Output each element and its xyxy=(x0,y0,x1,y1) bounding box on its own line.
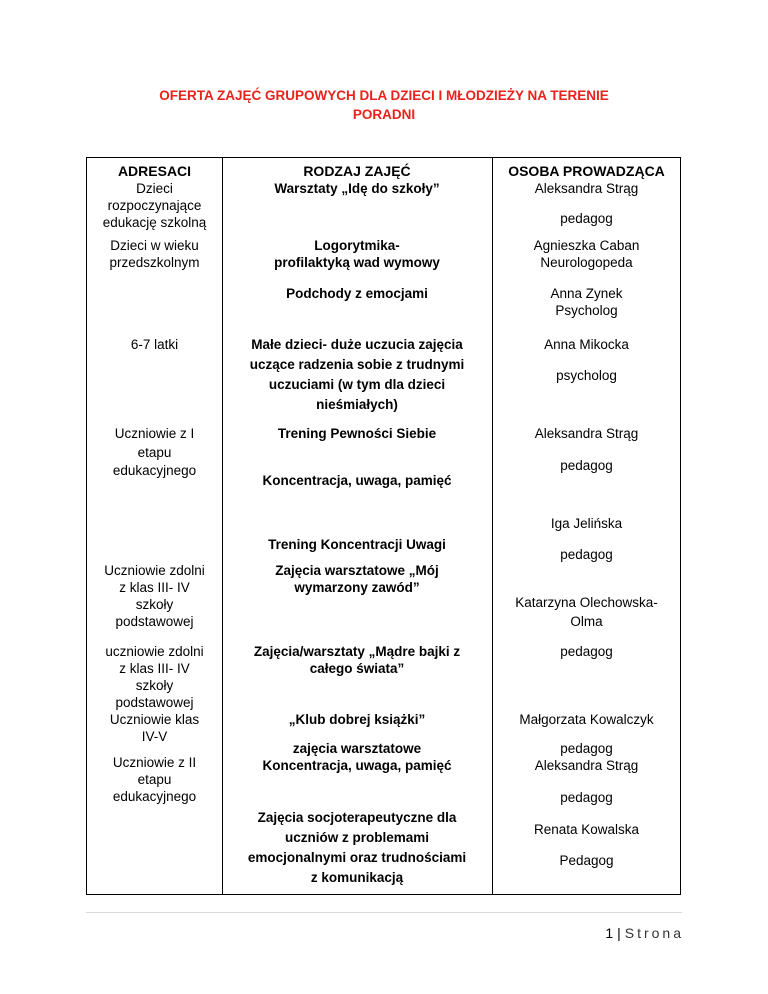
header-osoba-prowadzaca: OSOBA PROWADZĄCA xyxy=(508,163,665,179)
person-text: Psycholog xyxy=(555,303,618,318)
page-word: Strona xyxy=(624,925,684,941)
footer-rule xyxy=(86,912,682,913)
recipient-text: z klas III- IV xyxy=(119,661,190,676)
person-text: pedagog xyxy=(560,644,613,659)
person-text: Renata Kowalska xyxy=(533,822,640,837)
recipient-text: 6-7 latki xyxy=(130,337,179,352)
person-text: pedagog xyxy=(560,741,613,756)
activity-text: Koncentracja, uwaga, pamięć xyxy=(262,473,452,488)
recipient-text: szkoły xyxy=(135,678,174,693)
recipient-text: rozpoczynające xyxy=(107,198,202,213)
recipient-text: Dzieci w wieku xyxy=(110,238,199,253)
activity-text: Warsztaty „Idę do szkoły” xyxy=(274,181,440,196)
activity-text: Małe dzieci- duże uczucia zajęcia xyxy=(251,337,463,352)
recipient-text: edukacyjnego xyxy=(112,463,197,478)
person-text: Neurologopeda xyxy=(540,255,633,270)
recipient-text: Uczniowie z I xyxy=(114,426,195,441)
header-adresaci: ADRESACI xyxy=(117,163,192,179)
title-line-2: PORADNI xyxy=(352,107,416,122)
activity-text: uczące radzenia sobie z trudnymi xyxy=(249,357,465,372)
recipient-text: uczniowie zdolni xyxy=(105,644,204,659)
recipient-text: z klas III- IV xyxy=(119,580,190,595)
page-number: 1 xyxy=(605,925,614,941)
page-footer xyxy=(605,925,684,941)
activity-text: profilaktyką wad wymowy xyxy=(274,255,440,270)
activity-text: Trening Pewności Siebie xyxy=(277,426,437,441)
person-text: Aleksandra Strąg xyxy=(534,181,639,196)
activity-text: Logorytmika- xyxy=(314,238,400,253)
person-text: psycholog xyxy=(556,368,617,383)
activity-text: zajęcia warsztatowe xyxy=(292,741,422,756)
activity-text: Zajęcia socjoterapeutyczne dla xyxy=(257,810,457,825)
title-line-1: OFERTA ZAJĘĆ GRUPOWYCH DLA DZIECI I MŁODZIEŻY NA TERENIE xyxy=(159,88,609,103)
person-text: Małgorzata Kowalczyk xyxy=(519,712,654,727)
recipient-text: Dzieci xyxy=(136,181,173,196)
activity-text: Podchody z emocjami xyxy=(286,286,428,301)
person-text: Olma xyxy=(570,614,603,629)
recipient-text: podstawowej xyxy=(115,695,194,710)
person-text: pedagog xyxy=(560,211,613,226)
activity-text: Zajęcia warsztatowe „Mój xyxy=(275,563,439,578)
recipient-text: szkoły xyxy=(135,597,174,612)
recipient-text: etapu xyxy=(137,445,172,460)
activity-text: uczuciami (w tym dla dzieci xyxy=(268,377,446,392)
activity-text: całego świata” xyxy=(309,661,405,676)
activity-text: uczniów z problemami xyxy=(284,830,430,845)
recipient-text: Uczniowie z II xyxy=(112,755,197,770)
person-text: pedagog xyxy=(560,458,613,473)
recipient-text: podstawowej xyxy=(115,614,194,629)
person-text: Agnieszka Caban xyxy=(533,238,640,253)
recipient-text: IV-V xyxy=(141,729,168,744)
page-separator: | xyxy=(617,925,621,941)
activity-text: z komunikacją xyxy=(310,870,404,885)
offer-table xyxy=(86,157,681,895)
activity-text: nieśmiałych) xyxy=(316,397,398,412)
person-text: Katarzyna Olechowska- xyxy=(515,595,658,610)
person-text: Aleksandra Strąg xyxy=(534,758,639,773)
recipient-text: Uczniowie klas xyxy=(109,712,200,727)
recipient-text: edukację szkolną xyxy=(102,215,207,230)
activity-text: emocjonalnymi oraz trudnościami xyxy=(247,850,467,865)
person-text: Aleksandra Strąg xyxy=(534,426,639,441)
person-text: pedagog xyxy=(560,790,613,805)
document-title xyxy=(100,86,668,124)
recipient-text: etapu xyxy=(137,772,172,787)
header-rodzaj-zajec: RODZAJ ZAJĘĆ xyxy=(303,163,411,179)
activity-text: „Klub dobrej książki” xyxy=(288,712,426,727)
recipient-text: przedszkolnym xyxy=(109,255,200,270)
activity-text: Zajęcia/warsztaty „Mądre bajki z xyxy=(253,644,461,659)
person-text: Anna Mikocka xyxy=(544,337,629,352)
activity-text: Koncentracja, uwaga, pamięć xyxy=(262,758,452,773)
activity-text: wymarzony zawód” xyxy=(294,580,420,595)
person-text: Anna Zynek xyxy=(550,286,623,301)
person-text: Iga Jelińska xyxy=(550,516,623,531)
person-text: Pedagog xyxy=(559,853,614,868)
recipient-text: Uczniowie zdolni xyxy=(104,563,205,578)
activity-text: Trening Koncentracji Uwagi xyxy=(268,537,446,552)
person-text: pedagog xyxy=(560,547,613,562)
recipient-text: edukacyjnego xyxy=(112,789,197,804)
